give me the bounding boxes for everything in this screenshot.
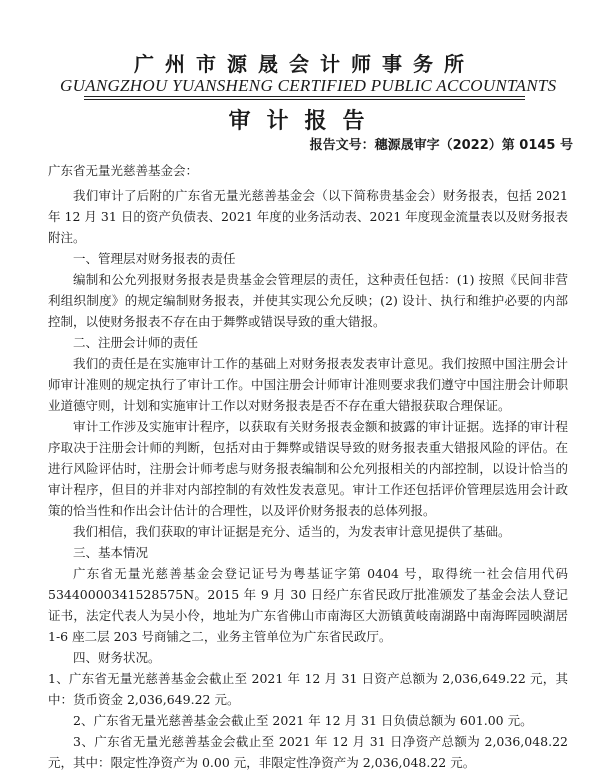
section-heading-basic-info: 三、基本情况 [73, 545, 149, 560]
auditor-responsibility-paragraph-1: 我们的责任是在实施审计工作的基础上对财务报表发表审计意见。我们按照中国注册会计师审计准则的规定执行了审计工作。中国注册会计师审计准则要求我们遵守中国注册会计师职业道德守则，计划和实施审计工作以对财务报表是否不存在重大错报获取合理保证。 [48, 356, 568, 413]
auditor-responsibility-paragraph-3: 我们相信，我们获取的审计证据是充分、适当的，为发表审计意见提供了基础。 [73, 524, 511, 539]
intro-paragraph: 我们审计了后附的广东省无量光慈善基金会（以下简称贵基金会）财务报表，包括 2021 年 12 月 31 日的资产负债表、2021 年度的业务活动表、2021 年度现金流量表以及财务报表附注。 [48, 188, 568, 245]
report-title: 审计报告 [228, 109, 381, 134]
basic-info-paragraph: 广东省无量光慈善基金会登记证号为粤基证字第 0404 号，取得统一社会信用代码53440000341528575N。2015 年 9 月 30 日经广东省民政厅批准颁发了基金会法人登记证书，法定代表人为吴小伶，地址为广东省佛山市南海区大沥镇黄岐南湖路中南海晖园映湖居 1-6 座二层 203 号商铺之二，业务主管单位为广东省民政厅。 [48, 566, 568, 644]
report-body [48, 160, 568, 773]
header-divider-top [84, 96, 525, 97]
addressee: 广东省无量光慈善基金会： [48, 163, 199, 178]
header-divider-bottom [84, 99, 525, 100]
section-heading-management: 一、管理层对财务报表的责任 [73, 251, 236, 266]
financial-item-net-assets: 3、广东省无量光慈善基金会截止至 2021 年 12 月 31 日净资产总额为 2,036,048.22 元，其中：限定性净资产为 0.00 元，非限定性净资产为 2,036,048.22 元。 [48, 734, 568, 770]
financial-item-assets: 1、广东省无量光慈善基金会截止至 2021 年 12 月 31 日资产总额为 2,036,649.22 元，其中：货币资金 2,036,649.22 元。 [48, 671, 568, 707]
section-heading-financial-status: 四、财务状况。 [73, 650, 161, 665]
management-responsibility-paragraph: 编制和公允列报财务报表是贵基金会管理层的责任，这种责任包括：(1) 按照《民间非营利组织制度》的规定编制财务报表，并使其实现公允反映；(2) 设计、执行和维护必要的内部控制，以使财务报表不存在由于舞弊或错误导致的重大错报。 [48, 272, 568, 329]
section-heading-auditor: 二、注册会计师的责任 [73, 335, 199, 350]
financial-item-liabilities: 2、广东省无量光慈善基金会截止至 2021 年 12 月 31 日负债总额为 601.00 元。 [73, 713, 533, 728]
auditor-responsibility-paragraph-2: 审计工作涉及实施审计程序，以获取有关财务报表金额和披露的审计证据。选择的审计程序取决于注册会计师的判断，包括对由于舞弊或错误导致的财务报表重大错报风险的评估。在进行风险评估时，注册会计师考虑与财务报表编制和公允列报相关的内部控制，以设计恰当的审计程序，但目的并非对内部控制的有效性发表意见。审计工作还包括评价管理层选用会计政策的恰当性和作出会计估计的合理性，以及评价财务报表的总体列报。 [48, 419, 568, 518]
firm-name-chinese: 广州市源晟会计师事务所 [134, 52, 475, 76]
report-number: 报告文号：穗源晟审字（2022）第 0145 号 [309, 138, 573, 153]
firm-name-english: GUANGZHOU YUANSHENG CERTIFIED PUBLIC ACCOUNTANTS [60, 76, 557, 95]
